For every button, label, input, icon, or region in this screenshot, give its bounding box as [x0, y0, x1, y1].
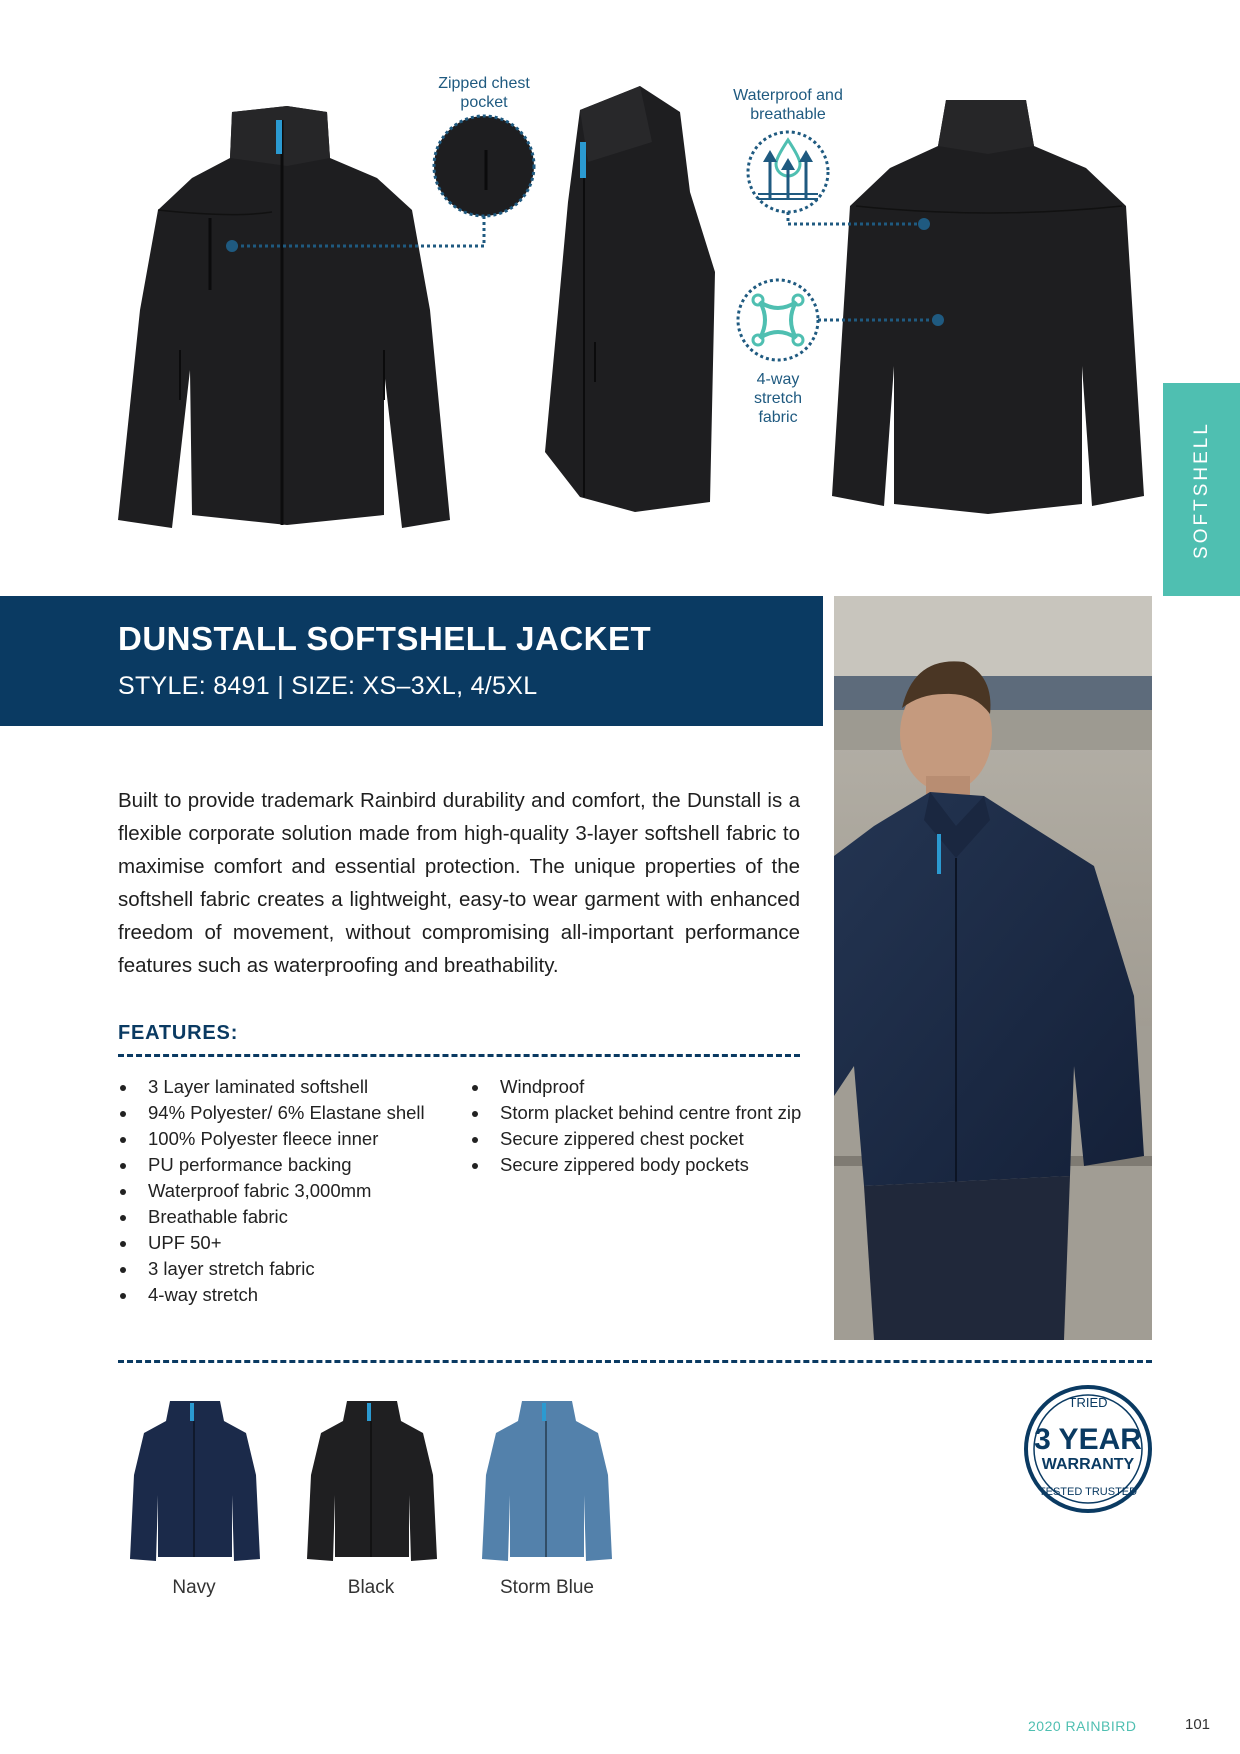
warranty-badge — [1022, 1383, 1154, 1515]
product-title: DUNSTALL SOFTSHELL JACKET — [118, 620, 652, 657]
feature-item: PU performance backing — [118, 1152, 425, 1178]
colour-swatch-black — [305, 1395, 439, 1565]
features-heading: FEATURES: — [118, 1022, 239, 1044]
colour-label-black: Black — [347, 1577, 395, 1598]
category-side-tab-label: SOFTSHELL — [1190, 420, 1212, 559]
feature-item: Breathable fabric — [118, 1204, 425, 1230]
back-jacket-view — [826, 96, 1151, 516]
feature-item: 3 Layer laminated softshell — [118, 1074, 425, 1100]
callout-stretch: 4-way stretch fabric — [753, 371, 802, 426]
badge-top-text: TRIED — [1068, 1395, 1108, 1410]
badge-bottom-text: TESTED TRUSTED — [1038, 1486, 1138, 1498]
feature-item: 94% Polyester/ 6% Elastane shell — [118, 1100, 425, 1126]
model-photo — [834, 596, 1152, 1340]
colour-swatch-storm-blue — [480, 1395, 614, 1565]
colour-label-storm-blue: Storm Blue — [500, 1577, 594, 1598]
front-jacket-view — [112, 100, 457, 540]
features-list-left — [118, 1074, 425, 1308]
product-description: Built to provide trademark Rainbird durability and comfort, the Dunstall is a flexible corporate solution made from high-quality 3-layer softshell fabric to maximise comfort and essential protection. The unique properties of the softshell fabric creates a lightweight, easy-to wear garment with enhanced freedom of movement, without compromising all-important performance features such as waterproofing and breathability. — [118, 789, 800, 977]
colour-swatch-navy — [128, 1395, 262, 1565]
title-banner — [0, 596, 823, 726]
feature-item: 3 layer stretch fabric — [118, 1256, 425, 1282]
feature-item: 4-way stretch — [118, 1282, 425, 1308]
features-list-right — [470, 1074, 801, 1178]
colour-label-navy: Navy — [172, 1577, 216, 1598]
features-divider — [118, 1054, 800, 1057]
callout-waterproof: Waterproof and breathable — [733, 87, 843, 123]
product-style-size: STYLE: 8491 | SIZE: XS–3XL, 4/5XL — [118, 672, 538, 700]
category-side-tab — [1163, 383, 1240, 596]
feature-item: Secure zippered chest pocket — [470, 1126, 801, 1152]
feature-item: UPF 50+ — [118, 1230, 425, 1256]
feature-item: Secure zippered body pockets — [470, 1152, 801, 1178]
badge-main-line2: WARRANTY — [1041, 1456, 1135, 1473]
feature-item: Storm placket behind centre front zip — [470, 1100, 801, 1126]
feature-item: 100% Polyester fleece inner — [118, 1126, 425, 1152]
callout-chest-pocket: Zipped chest pocket — [438, 75, 530, 111]
badge-main-line1: 3 YEAR — [1034, 1423, 1142, 1456]
page-number: 101 — [1185, 1716, 1211, 1733]
feature-item: Waterproof fabric 3,000mm — [118, 1178, 425, 1204]
feature-item: Windproof — [470, 1074, 801, 1100]
footer-brand: 2020 RAINBIRD — [1028, 1718, 1137, 1734]
section-divider — [118, 1360, 1152, 1363]
side-jacket-view — [540, 82, 720, 522]
